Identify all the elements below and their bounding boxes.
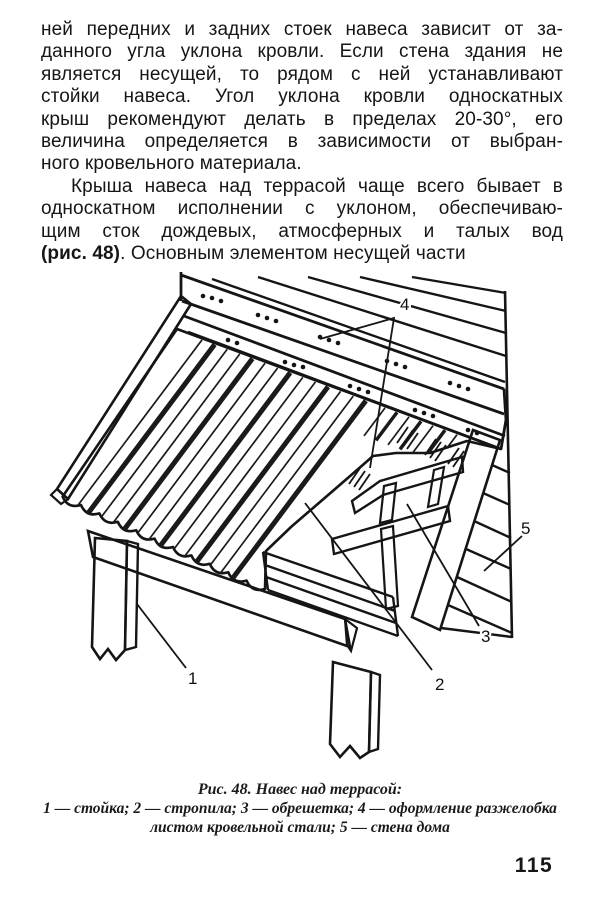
figure-label-4: 4 <box>400 295 410 314</box>
post-right <box>330 662 380 758</box>
post-left <box>92 538 138 660</box>
text-line <box>41 243 563 265</box>
text-line: данного угла уклона кровли. Если стена здания не <box>41 41 563 63</box>
hatch-patch-small <box>349 468 370 490</box>
caption-legend-line: листом кровельной стали; 5 — стена дома <box>150 818 450 836</box>
text-line: Крыша навеса над террасой чаще всего бывает в <box>71 175 563 197</box>
text-line-rest: . Основным элементом несущей части <box>120 242 466 264</box>
figure-label-2: 2 <box>435 675 445 694</box>
text-line: является несущей, то рядом с ней устанавливают <box>41 63 563 85</box>
figure-reference: (рис. 48) <box>41 242 121 264</box>
wall-hatch-patches <box>397 427 464 467</box>
text-line: односкатном исполнении с уклоном, обеспечиваю- <box>41 198 563 220</box>
text-line: ней передних и задних стоек навеса зависит от за- <box>41 19 563 40</box>
text-line: ного кровельного материала. <box>41 153 302 175</box>
leader-line-1 <box>137 604 186 668</box>
text-line: величина определяется в зависимости от выбран- <box>41 130 563 152</box>
text-line: крыш рекомендуют делать в пределах 20-30°, его <box>41 108 563 130</box>
wall-corner-edge <box>505 291 512 638</box>
figure-canvas <box>35 268 565 773</box>
figure-label-5: 5 <box>521 519 531 538</box>
body-text <box>41 19 563 265</box>
caption-legend-line: 1 — стойка; 2 — стропила; 3 — обрешетка; 4 — оформление разжелобка <box>43 800 557 817</box>
figure-caption <box>35 779 565 837</box>
page-number: 115 <box>514 854 554 877</box>
text-line: стойки навеса. Угол уклона кровли односкатных <box>41 86 563 108</box>
figure-label-3: 3 <box>481 627 491 646</box>
figure-label-1: 1 <box>188 669 198 688</box>
caption-title: Рис. 48. Навес над террасой: <box>197 781 403 798</box>
text-line: щим сток дождевых, атмосферных и талых вод <box>41 220 563 242</box>
figure-illustration <box>35 268 565 773</box>
wall-hatch-lower <box>441 465 512 637</box>
